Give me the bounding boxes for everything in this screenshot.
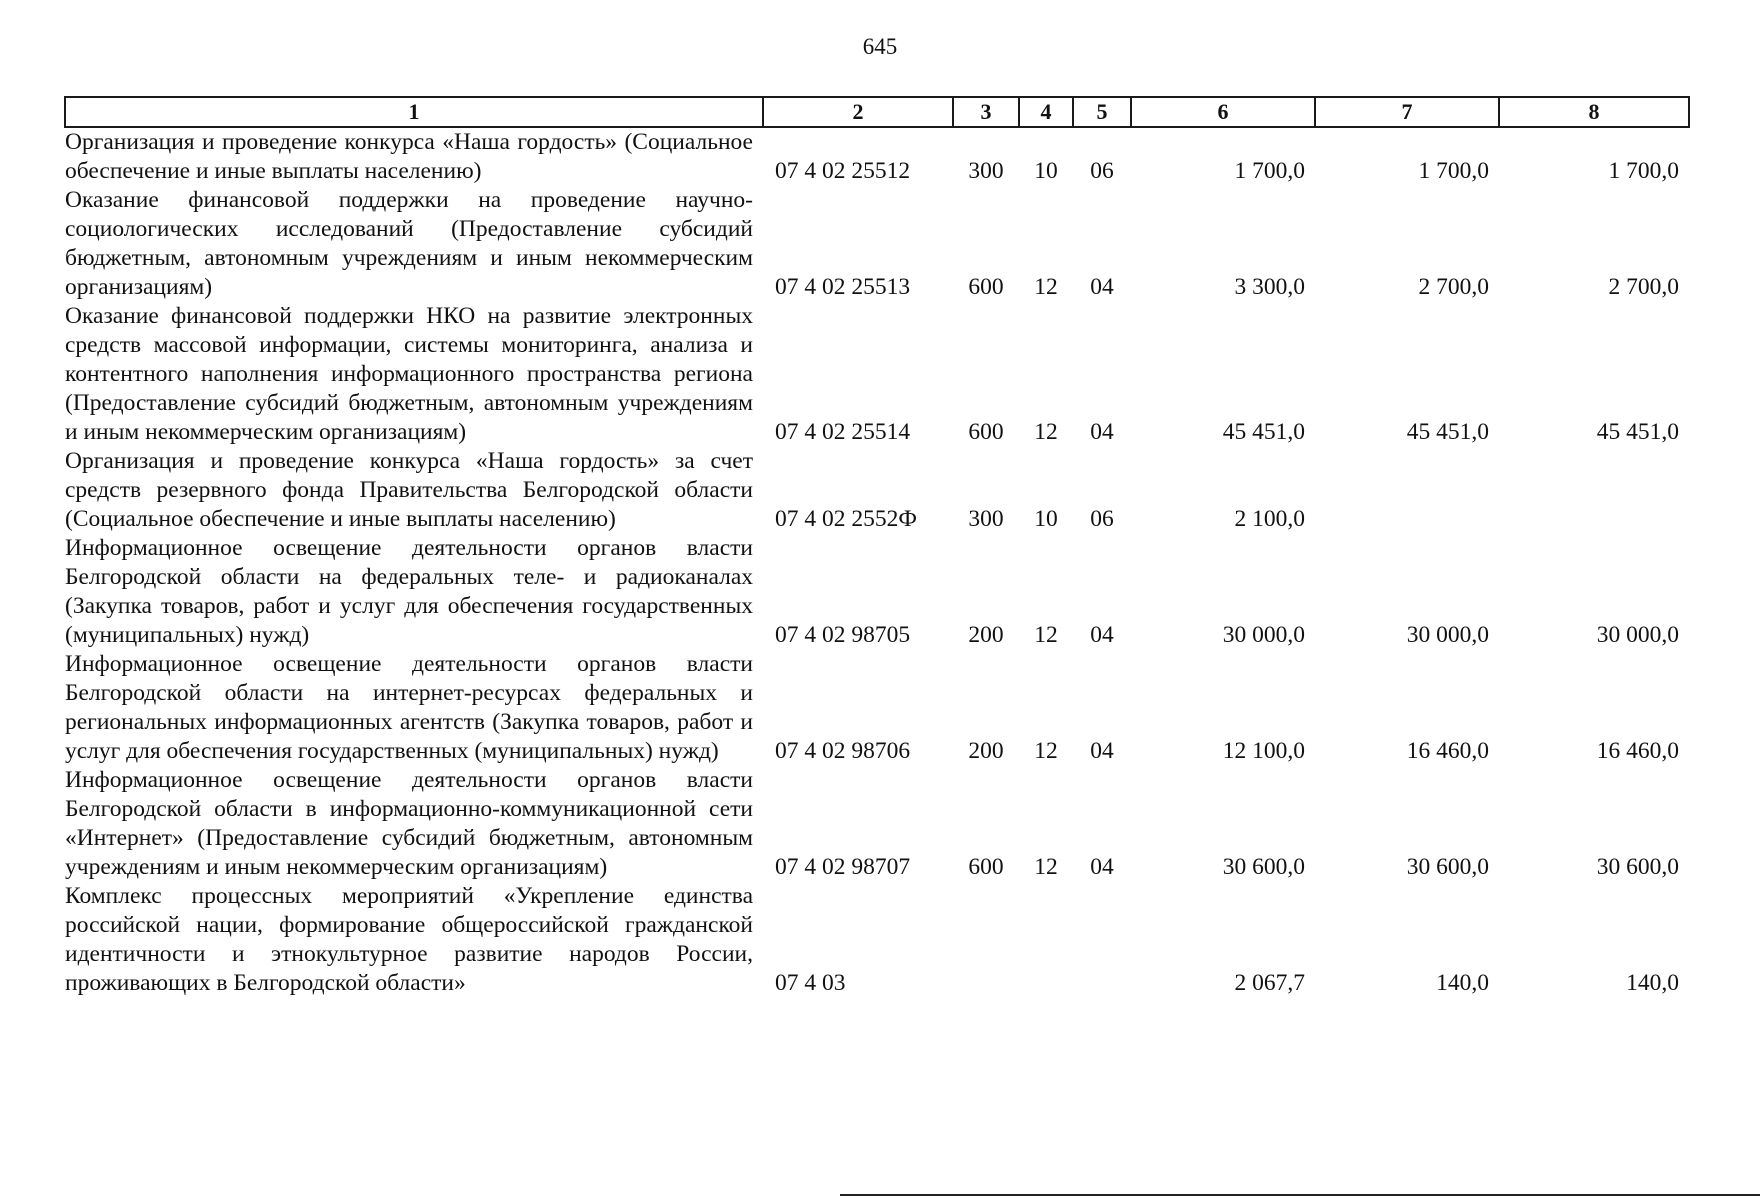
row-col3: 300 <box>968 158 1004 184</box>
row-value-8: 30 600,0 <box>1596 854 1679 880</box>
row-col4: 12 <box>1034 854 1058 880</box>
row-value-8: 45 451,0 <box>1596 419 1679 445</box>
row-name: Информационное освещение деятельности органов власти Белгородской области в информационно-коммуникационной сети «Интернет» (Предоставление субсидий бюджетным, автономным учреждениям и иным некоммерческим организациям) <box>65 767 753 880</box>
row-code: 07 4 02 98707 <box>775 854 911 880</box>
row-code: 07 4 02 25514 <box>775 419 911 445</box>
row-code: 07 4 02 25513 <box>775 274 911 300</box>
row-value-6: 3 300,0 <box>1234 274 1305 300</box>
row-value-8: 16 460,0 <box>1596 738 1679 764</box>
row-name: Комплекс процессных мероприятий «Укрепление единства российской нации, формирование общероссийской гражданской идентичности и этнокультурное развитие народов России, проживающих в Белгородской области» <box>65 883 753 996</box>
row-col3: 600 <box>968 854 1004 880</box>
row-value-7: 45 451,0 <box>1406 419 1489 445</box>
row-value-8: 2 700,0 <box>1608 274 1679 300</box>
row-name: Оказание финансовой поддержки НКО на развитие электронных средств массовой информации, системы мониторинга, анализа и контентного наполнения информационного пространства региона (Предоставление субсидий бюджетным, автономным учреждениям и иным некоммерческим организациям) <box>65 303 753 445</box>
row-value-8: 140,0 <box>1626 970 1679 996</box>
bottom-rule <box>840 1194 1760 1196</box>
row-col4 <box>1019 882 1073 998</box>
table-row <box>65 447 1689 534</box>
row-col4: 12 <box>1034 622 1058 648</box>
budget-table <box>64 96 1690 998</box>
row-col4: 12 <box>1034 419 1058 445</box>
row-value-8 <box>1499 447 1689 534</box>
row-col4: 12 <box>1034 738 1058 764</box>
row-value-6: 45 451,0 <box>1222 419 1305 445</box>
row-value-7: 2 700,0 <box>1418 274 1489 300</box>
column-header-8: 8 <box>1499 97 1689 127</box>
column-header-2: 2 <box>763 97 953 127</box>
row-value-8: 1 700,0 <box>1608 158 1679 184</box>
table-row <box>65 186 1689 302</box>
row-col5 <box>1073 882 1131 998</box>
row-name: Информационное освещение деятельности органов власти Белгородской области на федеральных теле- и радиоканалах (Закупка товаров, работ и услуг для обеспечения государственных (муниципальных) нужд) <box>65 535 753 648</box>
row-col5: 04 <box>1090 419 1114 445</box>
row-name: Организация и проведение конкурса «Наша гордость» (Социальное обеспечение и иные выплаты населению) <box>65 129 753 184</box>
row-code: 07 4 02 2552Ф <box>775 506 917 532</box>
row-col5: 04 <box>1090 738 1114 764</box>
table-row <box>65 302 1689 447</box>
row-col3 <box>953 882 1019 998</box>
page-number: 645 <box>862 34 898 59</box>
row-value-7 <box>1315 447 1499 534</box>
row-col5: 04 <box>1090 622 1114 648</box>
table-row <box>65 127 1689 186</box>
row-col5: 06 <box>1090 506 1114 532</box>
row-col3: 200 <box>968 622 1004 648</box>
row-name: Организация и проведение конкурса «Наша гордость» за счет средств резервного фонда Правительства Белгородской области (Социальное обеспечение и иные выплаты населению) <box>65 448 753 532</box>
column-header-5: 5 <box>1073 97 1131 127</box>
table-row <box>65 882 1689 998</box>
row-value-6: 30 000,0 <box>1222 622 1305 648</box>
row-col3: 600 <box>968 274 1004 300</box>
row-col4: 10 <box>1034 158 1058 184</box>
row-code: 07 4 02 98705 <box>775 622 911 648</box>
row-col3: 200 <box>968 738 1004 764</box>
row-col4: 10 <box>1034 506 1058 532</box>
row-col3: 600 <box>968 419 1004 445</box>
row-col3: 300 <box>968 506 1004 532</box>
row-col5: 04 <box>1090 274 1114 300</box>
row-value-7: 140,0 <box>1436 970 1489 996</box>
column-header-7: 7 <box>1315 97 1499 127</box>
column-header-6: 6 <box>1131 97 1315 127</box>
row-value-6: 30 600,0 <box>1222 854 1305 880</box>
row-col5: 04 <box>1090 854 1114 880</box>
column-header-4: 4 <box>1019 97 1073 127</box>
row-value-8: 30 000,0 <box>1596 622 1679 648</box>
row-code: 07 4 02 25512 <box>775 158 911 184</box>
row-value-6: 1 700,0 <box>1234 158 1305 184</box>
row-value-7: 16 460,0 <box>1406 738 1489 764</box>
table-row <box>65 766 1689 882</box>
row-value-7: 30 000,0 <box>1406 622 1489 648</box>
row-value-6: 2 067,7 <box>1234 970 1305 996</box>
row-col4: 12 <box>1034 274 1058 300</box>
column-header-1: 1 <box>65 97 763 127</box>
row-code: 07 4 02 98706 <box>775 738 911 764</box>
row-value-6: 2 100,0 <box>1234 506 1305 532</box>
table-row <box>65 650 1689 766</box>
table-row <box>65 534 1689 650</box>
row-value-6: 12 100,0 <box>1222 738 1305 764</box>
row-value-7: 30 600,0 <box>1406 854 1489 880</box>
row-code: 07 4 03 <box>775 970 846 996</box>
header-row <box>65 97 1689 127</box>
row-col5: 06 <box>1090 158 1114 184</box>
row-value-7: 1 700,0 <box>1418 158 1489 184</box>
column-header-3: 3 <box>953 97 1019 127</box>
row-name: Информационное освещение деятельности органов власти Белгородской области на интернет-ресурсах федеральных и региональных информационных агентств (Закупка товаров, работ и услуг для обеспечения государственных (муниципальных) нужд) <box>65 651 753 764</box>
row-name: Оказание финансовой поддержки на проведение научно-социологических исследований (Предоставление субсидий бюджетным, автономным учреждениям и иным некоммерческим организациям) <box>65 187 753 300</box>
